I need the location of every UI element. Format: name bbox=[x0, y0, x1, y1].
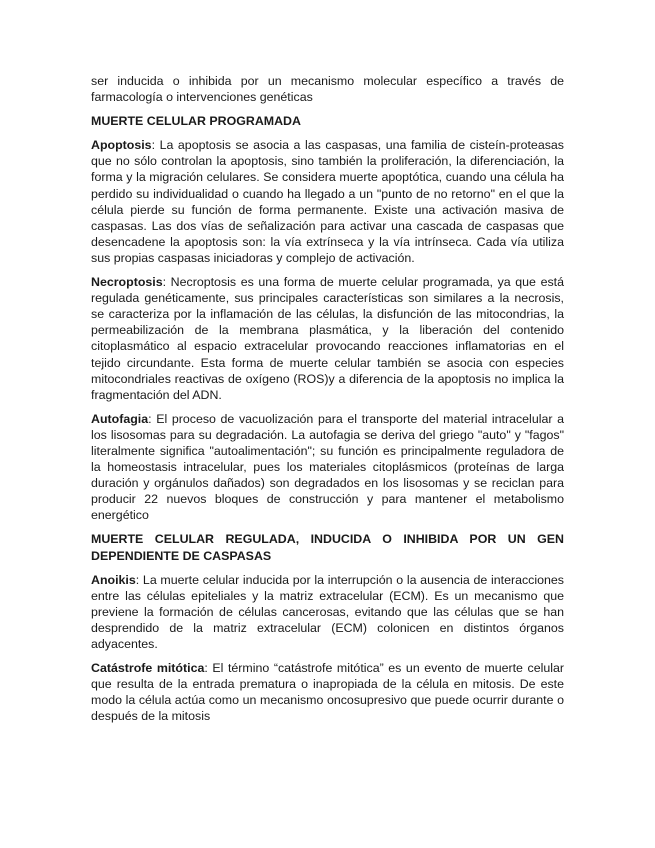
apoptosis-paragraph bbox=[91, 137, 564, 266]
autofagia-paragraph bbox=[91, 411, 564, 524]
catastrofe-text: : El término “catástrofe mitótica” es un evento de muerte celular que resulta de la entrada prematura o inapropiada de la célula en mitosis. De este modo la célula actúa como un mecanismo oncosupresivo que puede ocurrir durante o después de la mitosis bbox=[91, 661, 565, 724]
necroptosis-paragraph bbox=[91, 274, 564, 403]
autofagia-term: Autofagia bbox=[91, 411, 149, 426]
document-page bbox=[91, 73, 564, 732]
anoikis-text: : La muerte celular inducida por la interrupción o la ausencia de interacciones entre las células epiteliales y la matriz extracelular (ECM). Es un mecanismo que previene la formación de células cancerosas, evitando que las células que se han desprendido de la matriz extracelular (ECM) colonicen en distintos órganos adyacentes. bbox=[91, 572, 564, 651]
autofagia-text: : El proceso de vacuolización para el transporte del material intracelular a los lisosomas para su degradación. La autofagia se deriva del griego "auto" y "fagos" literalmente significa "autoalimentación"; su función es principalmente reguladora de la homeostasis intracelular, pues los materiales citoplásmicos (proteínas de larga duración y orgánulos dañados) son degradados en los lisosomas y se reciclan para producir 22 nuevos bloques de construcción y para mantener el metabolismo energético bbox=[91, 411, 564, 523]
intro-paragraph: ser inducida o inhibida por un mecanismo molecular específico a través de farmacología o intervenciones genéticas bbox=[91, 74, 564, 105]
anoikis-term: Anoikis bbox=[91, 572, 136, 587]
catastrofe-term: Catástrofe mitótica bbox=[91, 661, 205, 676]
necroptosis-term: Necroptosis bbox=[91, 275, 163, 290]
necroptosis-text: : Necroptosis es una forma de muerte celular programada, ya que está regulada genéticamente, sus principales características son similares a la necrosis, se caracteriza por la inflamación de las células, la disfunción de las mitocondrias, la permeabilización de la membrana plasmática, y la liberación del contenido citoplasmático al espacio extracelular provocando reacciones inflamatorias en el tejido circundante. Esta forma de muerte celular también se asocia con especies mitocondriales reactivas de oxígeno (ROS)y a diferencia de la apoptosis no implica la fragmentación del ADN. bbox=[91, 275, 564, 402]
section-heading-programada: MUERTE CELULAR PROGRAMADA bbox=[91, 114, 301, 129]
apoptosis-text: : La apoptosis se asocia a las caspasas, una familia de cisteín-proteasas que no sólo controlan la apoptosis, sino también la proliferación, la diferenciación, la forma y la migración celulares. Se considera muerte apoptótica, cuando una célula ha perdido su individualidad o cuando ha llegado a un "punto de no retorno" en el que la célula pierde su función de forma permanente. Existe una activación masiva de caspasas. Las dos vías de señalización para activar una cascada de caspasas que desencadene la apoptosis son: la vía extrínseca y la vía intrínseca. Cada vía utiliza sus propias caspasas iniciadoras y complejo de activación. bbox=[91, 138, 564, 265]
catastrofe-paragraph bbox=[91, 660, 564, 724]
apoptosis-term: Apoptosis bbox=[91, 138, 152, 153]
section-heading-regulada: MUERTE CELULAR REGULADA, INDUCIDA O INHIBIDA POR UN GEN DEPENDIENTE DE CASPASAS bbox=[91, 532, 564, 563]
anoikis-paragraph bbox=[91, 572, 564, 652]
